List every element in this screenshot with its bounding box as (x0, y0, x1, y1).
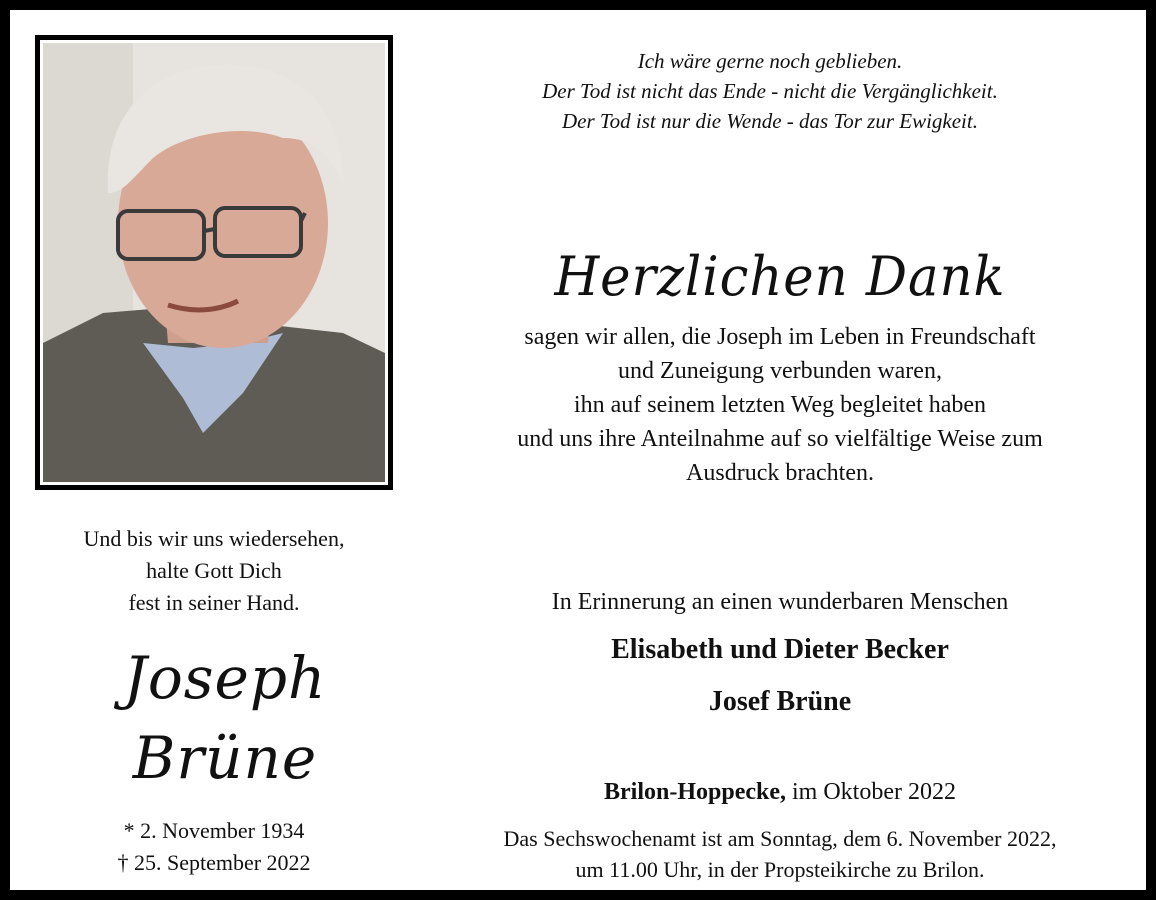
thanks-text (420, 320, 1140, 490)
birth-date: * 2. November 1934 (123, 818, 305, 843)
thanks-line: und Zuneigung verbunden waren, (618, 358, 942, 384)
poem-line: Der Tod ist nicht das Ende - nicht die Vergänglichkeit. (542, 79, 998, 103)
mourner-names: Elisabeth und Dieter Becker (611, 634, 949, 665)
poem-line: Der Tod ist nur die Wende - das Tor zur Ewigkeit. (562, 109, 978, 133)
portrait-photo (43, 43, 385, 482)
life-dates (35, 815, 393, 879)
thanks-line: sagen wir allen, die Joseph im Leben in Freundschaft (524, 324, 1036, 350)
memory-intro: In Erinnerung an einen wunderbaren Menschen (551, 589, 1009, 615)
mass-line: Das Sechswochenamt ist am Sonntag, dem 6. November 2022, (503, 826, 1057, 851)
place-date (430, 775, 1130, 809)
poem-line: Ich wäre gerne noch geblieben. (637, 49, 903, 73)
poem (430, 46, 1110, 136)
thanks-line: Ausdruck brachten. (686, 460, 874, 486)
thanks-line: und uns ihre Anteilnahme auf so vielfältige Weise zum (517, 426, 1043, 452)
thanks-line: ihn auf seinem letzten Weg begleitet haben (573, 392, 987, 418)
death-date: † 25. September 2022 (117, 850, 311, 875)
portrait-frame (35, 35, 393, 490)
verse-line: fest in seiner Hand. (128, 590, 300, 615)
verse-line: Und bis wir uns wiedersehen, (83, 526, 345, 551)
mass-notice (410, 823, 1150, 885)
date-text: im Oktober 2022 (786, 779, 956, 805)
farewell-verse (35, 523, 393, 619)
mourner-names: Josef Brüne (708, 686, 852, 717)
place-name: Brilon-Hoppecke, (604, 779, 787, 805)
mass-line: um 11.00 Uhr, in der Propsteikirche zu Brilon. (575, 857, 985, 882)
deceased-last-name: Brüne (132, 724, 318, 792)
thanks-title: Herzlichen Dank (554, 245, 1006, 308)
deceased-first-name: Joseph (123, 644, 327, 712)
verse-line: halte Gott Dich (146, 558, 282, 583)
